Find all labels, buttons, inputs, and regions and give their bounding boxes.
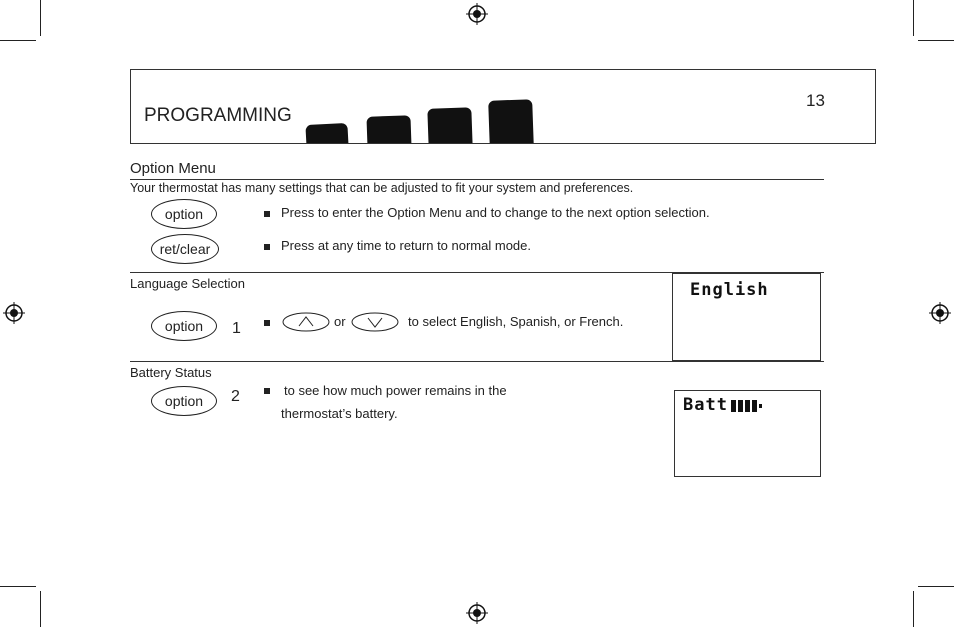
lcd-language-text: English bbox=[690, 280, 769, 300]
option-menu-intro: Your thermostat has many settings that can be adjusted to fit your system and preferences. bbox=[130, 181, 634, 195]
crop-mark bbox=[913, 591, 914, 627]
battery-level-icon bbox=[731, 399, 765, 413]
page-number: 13 bbox=[806, 91, 825, 110]
option-button[interactable] bbox=[151, 386, 217, 416]
registration-mark-icon bbox=[3, 302, 25, 324]
bullet bbox=[264, 211, 270, 217]
bullet bbox=[264, 388, 270, 394]
step-number: 1 bbox=[232, 320, 241, 337]
option-menu-item-text: Press to enter the Option Menu and to change to the next option selection. bbox=[281, 205, 710, 220]
divider bbox=[130, 361, 824, 362]
option-button-label: option bbox=[164, 318, 204, 334]
bullet bbox=[264, 320, 270, 326]
crop-mark bbox=[0, 40, 36, 41]
crop-mark bbox=[913, 0, 914, 36]
ret-clear-button[interactable] bbox=[151, 234, 219, 264]
divider bbox=[130, 179, 824, 180]
page-header bbox=[130, 69, 876, 144]
crop-mark bbox=[0, 586, 36, 587]
registration-mark-icon bbox=[466, 3, 488, 25]
option-menu-heading: Option Menu bbox=[130, 160, 216, 177]
crop-mark bbox=[918, 40, 954, 41]
registration-mark-icon bbox=[466, 602, 488, 624]
lcd-display bbox=[672, 273, 821, 361]
up-arrow-button-icon[interactable] bbox=[282, 312, 330, 332]
battery-status-heading: Battery Status bbox=[130, 365, 212, 380]
option-menu-item-text: Press at any time to return to normal mode. bbox=[281, 238, 531, 253]
option-button-label: option bbox=[164, 206, 204, 222]
language-instruction: to select English, Spanish, or French. bbox=[408, 314, 624, 329]
battery-instruction-line: thermostat’s battery. bbox=[281, 406, 398, 421]
or-text: or bbox=[334, 314, 346, 329]
option-button-label: option bbox=[164, 393, 204, 409]
bullet bbox=[264, 244, 270, 250]
step-number: 2 bbox=[231, 388, 240, 405]
language-selection-heading: Language Selection bbox=[130, 276, 245, 291]
ret-clear-button-label: ret/clear bbox=[159, 241, 211, 257]
lcd-battery-text: Batt bbox=[683, 395, 728, 415]
down-arrow-button-icon[interactable] bbox=[351, 312, 399, 332]
crop-mark bbox=[918, 586, 954, 587]
chapter-tab bbox=[427, 107, 472, 144]
registration-mark-icon bbox=[929, 302, 951, 324]
crop-mark bbox=[40, 0, 41, 36]
chapter-tab bbox=[305, 123, 348, 144]
crop-mark bbox=[40, 591, 41, 627]
battery-instruction-line: to see how much power remains in the bbox=[284, 383, 507, 398]
lcd-display bbox=[674, 390, 821, 477]
option-button[interactable] bbox=[151, 199, 217, 229]
chapter-tab bbox=[488, 99, 534, 144]
chapter-tab bbox=[366, 115, 411, 144]
option-button[interactable] bbox=[151, 311, 217, 341]
section-title: PROGRAMMING bbox=[144, 105, 292, 126]
